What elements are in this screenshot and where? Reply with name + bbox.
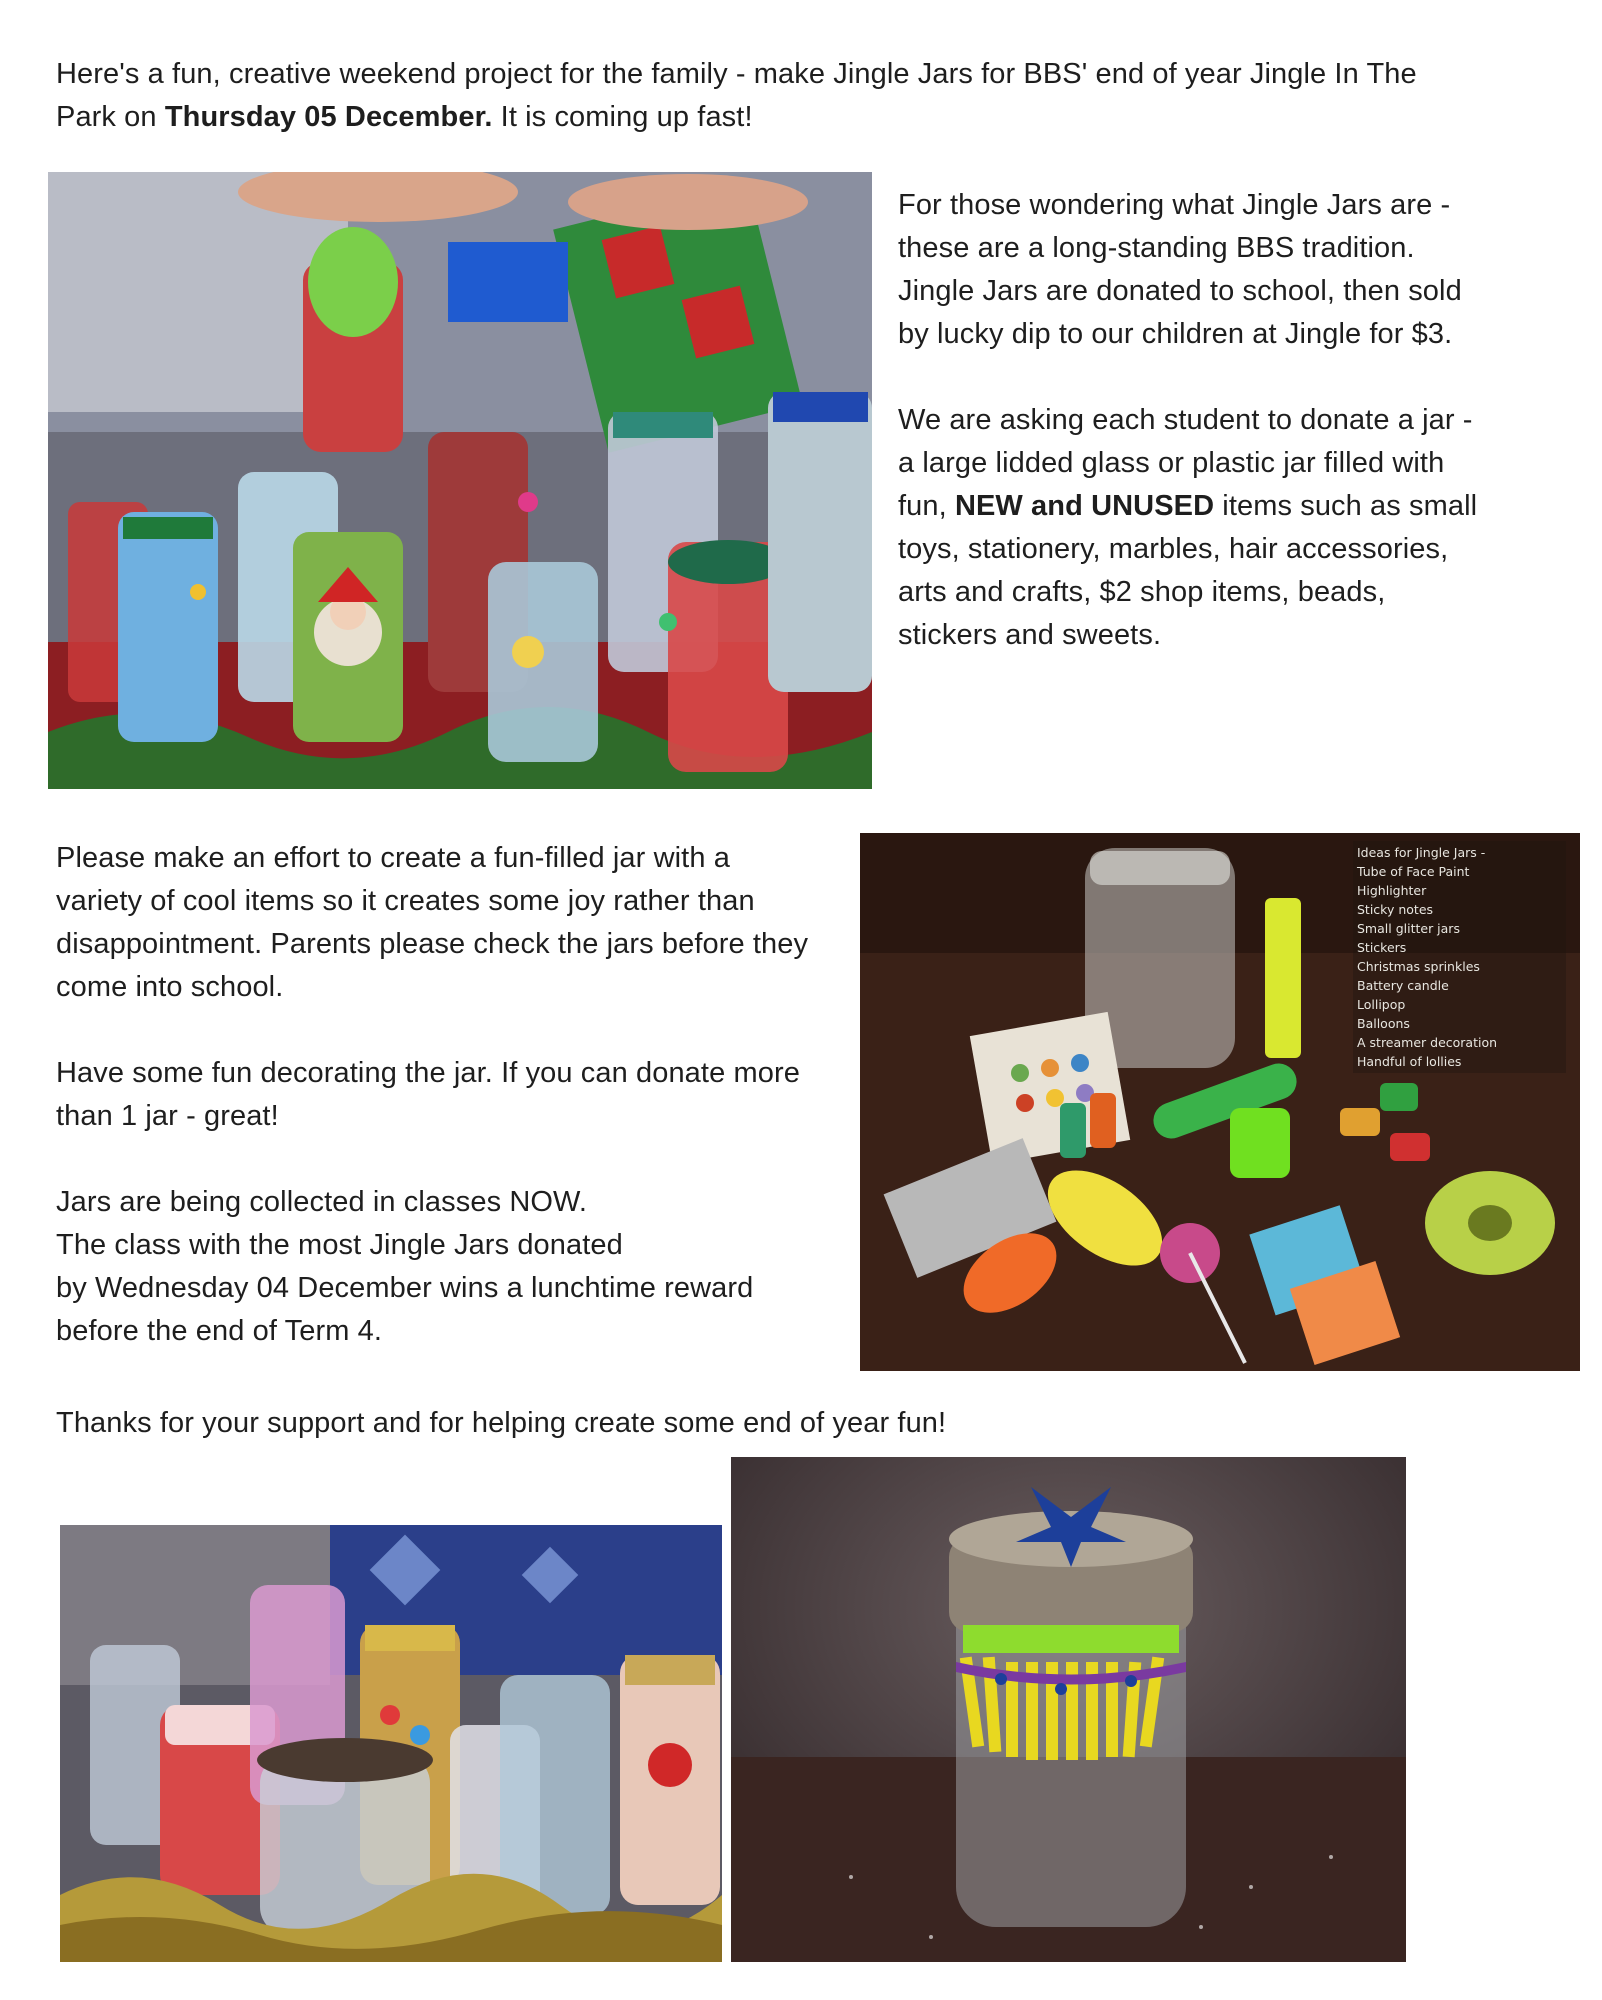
ideas-list-overlay [1353, 841, 1566, 1073]
ideas-item: Small glitter jars [1357, 921, 1460, 936]
event-date: Thursday 05 December. [164, 101, 493, 133]
ideas-item: Tube of Face Paint [1357, 864, 1470, 879]
ideas-item: Balloons [1357, 1016, 1410, 1031]
ideas-item: Christmas sprinkles [1357, 959, 1480, 974]
thanks-text: Thanks for your support and for helping create some end of year fun! [56, 1407, 947, 1439]
intro-text-end: It is coming up fast! [492, 101, 753, 133]
ideas-item: Lollipop [1357, 997, 1406, 1012]
ideas-item: Highlighter [1357, 883, 1427, 898]
ideas-item: Sticky notes [1357, 902, 1434, 917]
about-paragraph-2-text: We are asking each student to donate a jar - a large lidded glass or plastic jar filled with fun, [898, 404, 1473, 522]
new-and-unused-emphasis: NEW and UNUSED [954, 490, 1215, 522]
about-paragraph-2 [898, 399, 1478, 657]
ideas-item: A streamer decoration [1357, 1035, 1498, 1050]
about-paragraph-1: For those wondering what Jingle Jars are - these are a long-standing BBS tradition. Jingle Jars are donated to school, then sold by lucky dip to our children at Jingle for $3. [898, 189, 1462, 350]
thanks-line [56, 1402, 1156, 1445]
collection-line-2: The class with the most Jingle Jars donated [56, 1229, 623, 1261]
jars-on-table-photo [60, 1525, 722, 1962]
instructions [56, 837, 856, 1353]
collection-line-3: by Wednesday 04 December wins a lunchtime reward [56, 1272, 754, 1304]
ideas-item: Battery candle [1357, 978, 1449, 993]
ideas-item: Stickers [1357, 940, 1407, 955]
instructions-paragraph-1: Please make an effort to create a fun-filled jar with a variety of cool items so it creates some joy rather than disappointment. Parents please check the jars before they come into school. [56, 842, 809, 1003]
about-paragraph-2-text-end: items such as small toys, stationery, marbles, hair accessories, arts and crafts, $2 shop items, beads, stickers and sweets. [898, 490, 1478, 651]
ideas-item: Ideas for Jingle Jars - [1357, 845, 1486, 860]
decorated-jar-photo [731, 1457, 1406, 1962]
collection-line-4: before the end of Term 4. [56, 1315, 383, 1347]
ideas-item: Handful of lollies [1357, 1054, 1462, 1069]
about-jingle-jars [898, 184, 1478, 657]
jar-ideas-items-photo [860, 833, 1580, 1371]
collection-line-1: Jars are being collected in classes NOW. [56, 1186, 588, 1218]
instructions-paragraph-2: Have some fun decorating the jar. If you can donate more than 1 jar - great! [56, 1057, 800, 1132]
jingle-jars-group-photo [48, 172, 872, 789]
intro-text: Here's a fun, creative weekend project for the family - make Jingle Jars for BBS' end of year Jingle In The Park on [56, 58, 1417, 133]
intro-paragraph [56, 53, 1456, 139]
